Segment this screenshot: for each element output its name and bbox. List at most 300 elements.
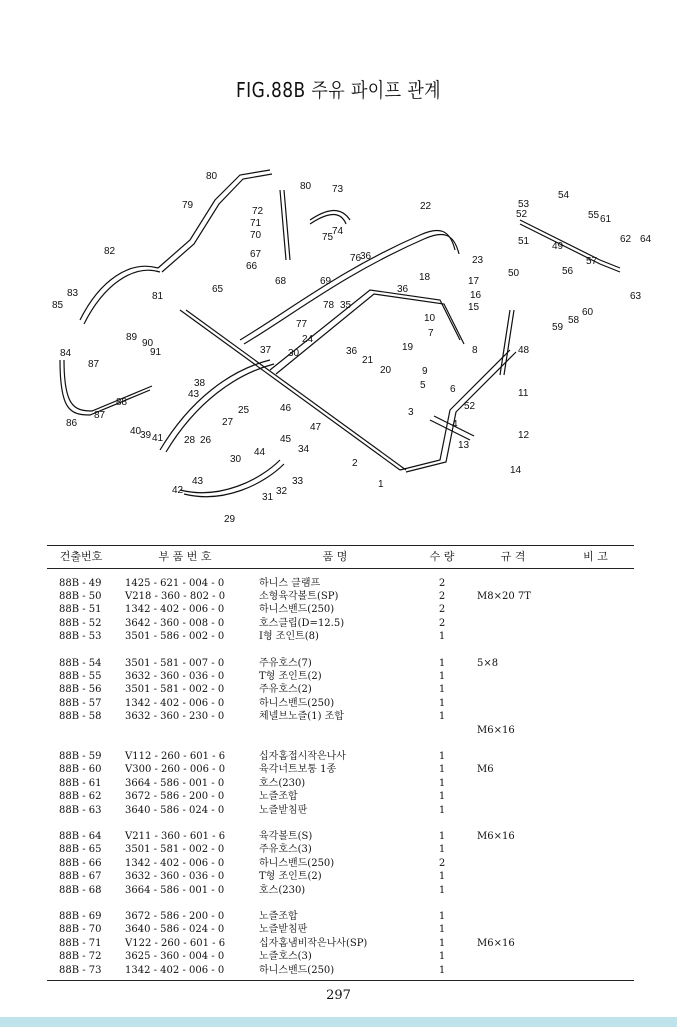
- part-number-cell: V211 - 360 - 601 - 6: [125, 831, 226, 842]
- quantity-cell: 2: [438, 857, 446, 869]
- callout-label: 71: [250, 218, 262, 229]
- drawing-number-cell: 88B - 53: [59, 631, 102, 643]
- part-number-cell: 3672 - 586 - 200 - 0: [125, 911, 225, 923]
- spec-cell: [469, 910, 557, 923]
- spec-cell: [469, 777, 557, 790]
- quantity-cell: 1: [438, 750, 446, 762]
- callout-label: 28: [184, 435, 196, 446]
- page-number: 297: [326, 988, 351, 1003]
- callout-label: 58: [568, 315, 580, 326]
- spec-cell: 5×8: [477, 657, 499, 669]
- quantity-cell: 2: [438, 577, 446, 589]
- quantity-cell: 1: [438, 657, 446, 669]
- quantity-cell: 2: [438, 617, 446, 629]
- table-row: [47, 630, 634, 643]
- callout-label: 19: [402, 342, 414, 353]
- callout-label: 78: [323, 300, 335, 311]
- quantity-cell: [415, 724, 469, 737]
- callout-label: 84: [60, 348, 72, 359]
- remarks-cell: [557, 763, 634, 776]
- spec-cell: [469, 790, 557, 803]
- callout-label: 76: [350, 253, 362, 264]
- callout-label: 1: [378, 479, 384, 490]
- table-row: [47, 710, 634, 723]
- callout-label: 61: [600, 214, 612, 225]
- callout-label: 7: [428, 328, 434, 339]
- callout-label: 42: [172, 485, 184, 496]
- quantity-cell: 1: [438, 924, 446, 936]
- callout-label: 75: [322, 232, 334, 243]
- table-row: [47, 857, 634, 870]
- part-name-cell: 노즐조합: [259, 791, 298, 803]
- callout-label: 36: [346, 346, 358, 357]
- callout-label: 72: [252, 206, 264, 217]
- callout-label: 63: [630, 291, 642, 302]
- callout-label: 50: [508, 268, 520, 279]
- part-number-cell: 3664 - 586 - 001 - 0: [125, 884, 225, 896]
- part-number-cell: 3640 - 586 - 024 - 0: [125, 804, 225, 816]
- part-name-cell: 노즐받침판: [259, 804, 308, 816]
- callout-label: 52: [516, 209, 528, 220]
- quantity-cell: 1: [438, 871, 446, 883]
- part-number-cell: 1425 - 621 - 004 - 0: [125, 577, 225, 589]
- part-name-cell: 하니스밴드(250): [259, 857, 335, 869]
- spec-cell: [469, 843, 557, 856]
- part-number-cell: 1342 - 402 - 006 - 0: [125, 604, 225, 616]
- callout-label: 17: [468, 276, 480, 287]
- spec-cell: [469, 750, 557, 763]
- part-name-cell: 하니스 클램프: [259, 577, 321, 589]
- col-header-remarks: 비 고: [557, 546, 634, 569]
- drawing-number-cell: 88B - 71: [59, 937, 102, 949]
- part-name-cell: 호스(230): [259, 884, 306, 896]
- remarks-cell: [557, 670, 634, 683]
- drawing-number-cell: 88B - 72: [59, 951, 102, 963]
- remarks-cell: [557, 910, 634, 923]
- table-row: [47, 923, 634, 936]
- part-name-cell: 십자홈접시작은나사: [259, 750, 346, 762]
- part-name-cell: 호스(230): [259, 777, 306, 789]
- drawing-number-cell: 88B - 69: [59, 911, 102, 923]
- quantity-cell: 1: [438, 804, 446, 816]
- callout-label: 21: [362, 355, 374, 366]
- table-bottom-rule: [47, 980, 634, 981]
- spec-cell: [469, 870, 557, 883]
- group-spacer: [47, 897, 634, 910]
- remarks-cell: [557, 710, 634, 723]
- group-spacer: [47, 817, 634, 830]
- remarks-cell: [557, 964, 634, 977]
- drawing-number-cell: [47, 724, 115, 737]
- drawing-number-cell: 88B - 51: [59, 604, 102, 616]
- part-name-cell: 주유호스(3): [259, 844, 312, 856]
- callout-label: 51: [518, 236, 530, 247]
- callout-label: 62: [620, 234, 632, 245]
- quantity-cell: 1: [438, 844, 446, 856]
- callout-label: 39: [140, 430, 152, 441]
- remarks-cell: [557, 870, 634, 883]
- table-row: [47, 603, 634, 616]
- callout-label: 46: [280, 403, 292, 414]
- callout-label: 30: [288, 348, 300, 359]
- callout-label: 86: [66, 418, 78, 429]
- callout-label: 31: [262, 492, 274, 503]
- part-number-cell: 3632 - 360 - 230 - 0: [125, 711, 225, 723]
- quantity-cell: 2: [438, 590, 446, 602]
- quantity-cell: 1: [438, 684, 446, 696]
- callout-label: 70: [250, 230, 262, 241]
- table-row: [47, 843, 634, 856]
- quantity-cell: 2: [438, 604, 446, 616]
- spec-cell: M8×20 7T: [477, 590, 531, 602]
- part-number-cell: 3672 - 586 - 200 - 0: [125, 791, 225, 803]
- table-row: [47, 870, 634, 883]
- remarks-cell: [557, 750, 634, 763]
- callout-label: 13: [458, 440, 470, 451]
- callout-label: 10: [424, 313, 436, 324]
- drawing-number-cell: 88B - 66: [59, 857, 102, 869]
- quantity-cell: 1: [438, 697, 446, 709]
- callout-label: 8: [472, 345, 478, 356]
- remarks-cell: [557, 697, 634, 710]
- callout-label: 12: [518, 430, 530, 441]
- table-header-row: [47, 546, 634, 569]
- col-header-code: 건출번호: [47, 546, 115, 569]
- part-name-cell: 주유호스(2): [259, 684, 312, 696]
- callout-label: 87: [88, 359, 100, 370]
- table-row: [47, 763, 634, 776]
- callout-label: 47: [310, 422, 322, 433]
- part-number-cell: 3642 - 360 - 008 - 0: [125, 617, 225, 629]
- col-header-name: 품 명: [255, 546, 415, 569]
- remarks-cell: [557, 657, 634, 670]
- table-row: [47, 910, 634, 923]
- remarks-cell: [557, 603, 634, 616]
- callout-label: 87: [94, 410, 106, 421]
- drawing-number-cell: 88B - 63: [59, 804, 102, 816]
- quantity-cell: 1: [438, 937, 446, 949]
- callout-label: 26: [200, 435, 212, 446]
- spec-cell: [469, 857, 557, 870]
- part-name-cell: T형 조인트(2): [259, 871, 322, 883]
- part-number-cell: V122 - 260 - 601 - 6: [125, 937, 226, 949]
- callout-label: 34: [298, 444, 310, 455]
- callout-label: 36: [360, 251, 372, 262]
- group-spacer: [47, 569, 634, 577]
- table-row: [47, 804, 634, 817]
- callout-label: 40: [130, 426, 142, 437]
- quantity-cell: 1: [438, 884, 446, 896]
- callout-label: 43: [188, 389, 200, 400]
- callout-label: 3: [408, 407, 414, 418]
- part-name-cell: 하니스밴드(250): [259, 697, 335, 709]
- quantity-cell: 1: [438, 791, 446, 803]
- remarks-cell: [557, 630, 634, 643]
- part-number-cell: [115, 724, 255, 737]
- callout-label: 15: [468, 302, 480, 313]
- table-row: [47, 724, 634, 737]
- callout-label: 81: [152, 291, 164, 302]
- callout-label: 25: [238, 405, 250, 416]
- table-row: [47, 790, 634, 803]
- callout-label: 48: [518, 345, 530, 356]
- remarks-cell: [557, 617, 634, 630]
- part-name-cell: 십자홈냄비작은나사(SP): [259, 937, 368, 949]
- footer-strip: [0, 1017, 677, 1027]
- callout-label: 60: [582, 307, 594, 318]
- callout-label: 5: [420, 380, 426, 391]
- part-number-cell: 3664 - 586 - 001 - 0: [125, 777, 225, 789]
- part-name-cell: 노즐조합: [259, 911, 298, 923]
- callout-label: 32: [276, 486, 288, 497]
- col-header-qty: 수 량: [415, 546, 469, 569]
- callout-label: 73: [332, 184, 344, 195]
- drawing-number-cell: 88B - 68: [59, 884, 102, 896]
- callout-label: 18: [419, 272, 431, 283]
- part-name-cell: 주유호스(7): [259, 657, 312, 669]
- remarks-cell: [557, 884, 634, 897]
- callout-label: 89: [126, 332, 138, 343]
- callout-label: 64: [640, 234, 652, 245]
- group-spacer: [47, 737, 634, 750]
- drawing-number-cell: 88B - 49: [59, 577, 102, 589]
- callout-label: 74: [332, 226, 344, 237]
- parts-table: [47, 545, 634, 977]
- callout-label: 4: [452, 419, 458, 430]
- callout-label: 24: [302, 334, 314, 345]
- callout-label: 80: [300, 181, 312, 192]
- quantity-cell: 1: [438, 670, 446, 682]
- callout-label: 54: [558, 190, 570, 201]
- table-row: [47, 884, 634, 897]
- callout-label: 37: [260, 345, 272, 356]
- callout-label: 68: [275, 276, 287, 287]
- table-row: [47, 937, 634, 950]
- remarks-cell: [557, 683, 634, 696]
- callout-label: 53: [518, 199, 530, 210]
- part-name-cell: 호스클립(D=12.5): [259, 617, 345, 629]
- callout-label: 29: [224, 514, 236, 525]
- remarks-cell: [557, 577, 634, 590]
- callout-label: 91: [150, 347, 162, 358]
- callout-label: 77: [296, 319, 308, 330]
- part-name-cell: I형 조인트(8): [259, 631, 319, 643]
- callout-label: 45: [280, 434, 292, 445]
- callout-label: 20: [380, 365, 392, 376]
- remarks-cell: [557, 830, 634, 843]
- spec-cell: [469, 950, 557, 963]
- table-row: [47, 697, 634, 710]
- quantity-cell: 1: [438, 631, 446, 643]
- quantity-cell: 1: [438, 831, 446, 842]
- callout-label: 16: [470, 290, 482, 301]
- quantity-cell: 1: [438, 711, 446, 723]
- figure-title: FIG.88B 주유 파이프 관계: [235, 78, 442, 102]
- part-number-cell: V300 - 260 - 006 - 0: [125, 764, 226, 776]
- callout-label: 49: [552, 241, 564, 252]
- callout-label: 66: [246, 261, 258, 272]
- callout-label: 38: [194, 378, 206, 389]
- part-number-cell: 1342 - 402 - 006 - 0: [125, 697, 225, 709]
- remarks-cell: [557, 590, 634, 603]
- remarks-cell: [557, 804, 634, 817]
- drawing-number-cell: 88B - 64: [59, 831, 102, 842]
- spec-cell: M6×16: [477, 724, 515, 736]
- col-header-spec: 규 격: [469, 546, 557, 569]
- callout-label: 55: [588, 210, 600, 221]
- callout-label: 83: [67, 288, 79, 299]
- drawing-number-cell: 88B - 57: [59, 697, 102, 709]
- quantity-cell: 1: [438, 777, 446, 789]
- callout-label: 33: [292, 476, 304, 487]
- spec-cell: M6×16: [477, 937, 515, 949]
- part-number-cell: 3501 - 581 - 002 - 0: [125, 844, 225, 856]
- quantity-cell: 1: [438, 764, 446, 776]
- callout-label: 43: [192, 476, 204, 487]
- drawing-number-cell: 88B - 62: [59, 791, 102, 803]
- part-name-cell: 육각너트보통 1종: [259, 764, 337, 776]
- part-number-cell: V112 - 260 - 601 - 6: [125, 750, 226, 762]
- drawing-number-cell: 88B - 60: [59, 764, 102, 776]
- drawing-number-cell: 88B - 70: [59, 924, 102, 936]
- callout-label: 56: [562, 266, 574, 277]
- callout-label: 65: [212, 284, 224, 295]
- quantity-cell: 1: [438, 964, 446, 976]
- spec-cell: [469, 630, 557, 643]
- callout-label: 52: [464, 401, 476, 412]
- callout-label: 22: [420, 201, 432, 212]
- table-row: [47, 830, 634, 843]
- spec-cell: [469, 683, 557, 696]
- part-name-cell: 노즐호스(3): [259, 951, 312, 963]
- callout-label: 14: [510, 465, 522, 476]
- spec-cell: M6×16: [477, 831, 515, 842]
- callout-label: 11: [518, 388, 529, 399]
- part-number-cell: 3632 - 360 - 036 - 0: [125, 670, 225, 682]
- callout-label: 6: [450, 384, 456, 395]
- remarks-cell: [557, 724, 634, 737]
- drawing-number-cell: 88B - 61: [59, 777, 102, 789]
- part-number-cell: 3632 - 360 - 036 - 0: [125, 871, 225, 883]
- spec-cell: [469, 603, 557, 616]
- spec-cell: [469, 697, 557, 710]
- callout-label: 35: [340, 300, 352, 311]
- spec-cell: [469, 577, 557, 590]
- part-name-cell: T형 조인트(2): [259, 670, 322, 682]
- callout-label: 41: [152, 433, 164, 444]
- part-name-cell: 하니스밴드(250): [259, 604, 335, 616]
- remarks-cell: [557, 950, 634, 963]
- part-number-cell: 1342 - 402 - 006 - 0: [125, 857, 225, 869]
- table-row: [47, 950, 634, 963]
- callout-label: 80: [206, 171, 218, 182]
- quantity-cell: 1: [438, 951, 446, 963]
- pipe-lines: [60, 170, 620, 497]
- drawing-number-cell: 88B - 67: [59, 871, 102, 883]
- parts-table-wrap: [47, 545, 634, 977]
- callout-label: 88: [116, 397, 128, 408]
- part-number-cell: 3640 - 586 - 024 - 0: [125, 924, 225, 936]
- spec-cell: M6: [477, 764, 494, 776]
- spec-cell: [469, 804, 557, 817]
- drawing-number-cell: 88B - 73: [59, 964, 102, 976]
- callout-label: 9: [422, 366, 428, 377]
- callout-label: 36: [397, 284, 409, 295]
- remarks-cell: [557, 777, 634, 790]
- callout-label: 30: [230, 454, 242, 465]
- group-spacer: [47, 644, 634, 657]
- spec-cell: [469, 923, 557, 936]
- callout-label: 82: [104, 246, 116, 257]
- part-name-cell: 소형육각볼트(SP): [259, 590, 339, 602]
- table-row: [47, 750, 634, 763]
- spec-cell: [469, 710, 557, 723]
- fuel-pipe-diagram: [40, 160, 652, 540]
- part-number-cell: V218 - 360 - 802 - 0: [125, 590, 226, 602]
- remarks-cell: [557, 857, 634, 870]
- col-header-part-number: 부 품 번 호: [115, 546, 255, 569]
- remarks-cell: [557, 937, 634, 950]
- drawing-number-cell: 88B - 58: [59, 711, 102, 723]
- callout-label: 67: [250, 249, 262, 260]
- callout-labels: [52, 171, 652, 525]
- quantity-cell: 1: [438, 911, 446, 923]
- drawing-number-cell: 88B - 56: [59, 684, 102, 696]
- part-name-cell: 육각볼트(S): [259, 831, 313, 842]
- drawing-number-cell: 88B - 55: [59, 670, 102, 682]
- callout-label: 2: [352, 458, 358, 469]
- spec-cell: [469, 617, 557, 630]
- spec-cell: [469, 884, 557, 897]
- remarks-cell: [557, 790, 634, 803]
- callout-label: 79: [182, 200, 194, 211]
- part-number-cell: 3501 - 586 - 002 - 0: [125, 631, 225, 643]
- callout-label: 27: [222, 417, 234, 428]
- remarks-cell: [557, 843, 634, 856]
- part-number-cell: 3501 - 581 - 002 - 0: [125, 684, 225, 696]
- part-name-cell: [255, 724, 415, 737]
- spec-cell: [469, 964, 557, 977]
- table-row: [47, 617, 634, 630]
- table-row: [47, 590, 634, 603]
- part-name-cell: 체넬브노즐(1) 조합: [259, 711, 344, 723]
- callout-label: 57: [586, 256, 598, 267]
- drawing-number-cell: 88B - 50: [59, 590, 102, 602]
- part-name-cell: 하니스밴드(250): [259, 964, 335, 976]
- remarks-cell: [557, 923, 634, 936]
- callout-label: 69: [320, 276, 332, 287]
- part-name-cell: 노즐받침판: [259, 924, 308, 936]
- part-number-cell: 3501 - 581 - 007 - 0: [125, 657, 225, 669]
- table-row: [47, 964, 634, 977]
- table-row: [47, 577, 634, 590]
- drawing-number-cell: 88B - 52: [59, 617, 102, 629]
- table-row: [47, 777, 634, 790]
- parts-table-body: [47, 569, 634, 978]
- part-number-cell: 3625 - 360 - 004 - 0: [125, 951, 225, 963]
- spec-cell: [469, 670, 557, 683]
- table-row: [47, 657, 634, 670]
- drawing-number-cell: 88B - 54: [59, 657, 102, 669]
- callout-label: 59: [552, 322, 564, 333]
- callout-label: 44: [254, 447, 266, 458]
- callout-label: 90: [142, 338, 154, 349]
- part-number-cell: 1342 - 402 - 006 - 0: [125, 964, 225, 976]
- table-row: [47, 683, 634, 696]
- callout-label: 23: [472, 255, 484, 266]
- drawing-number-cell: 88B - 65: [59, 844, 102, 856]
- callout-label: 85: [52, 300, 64, 311]
